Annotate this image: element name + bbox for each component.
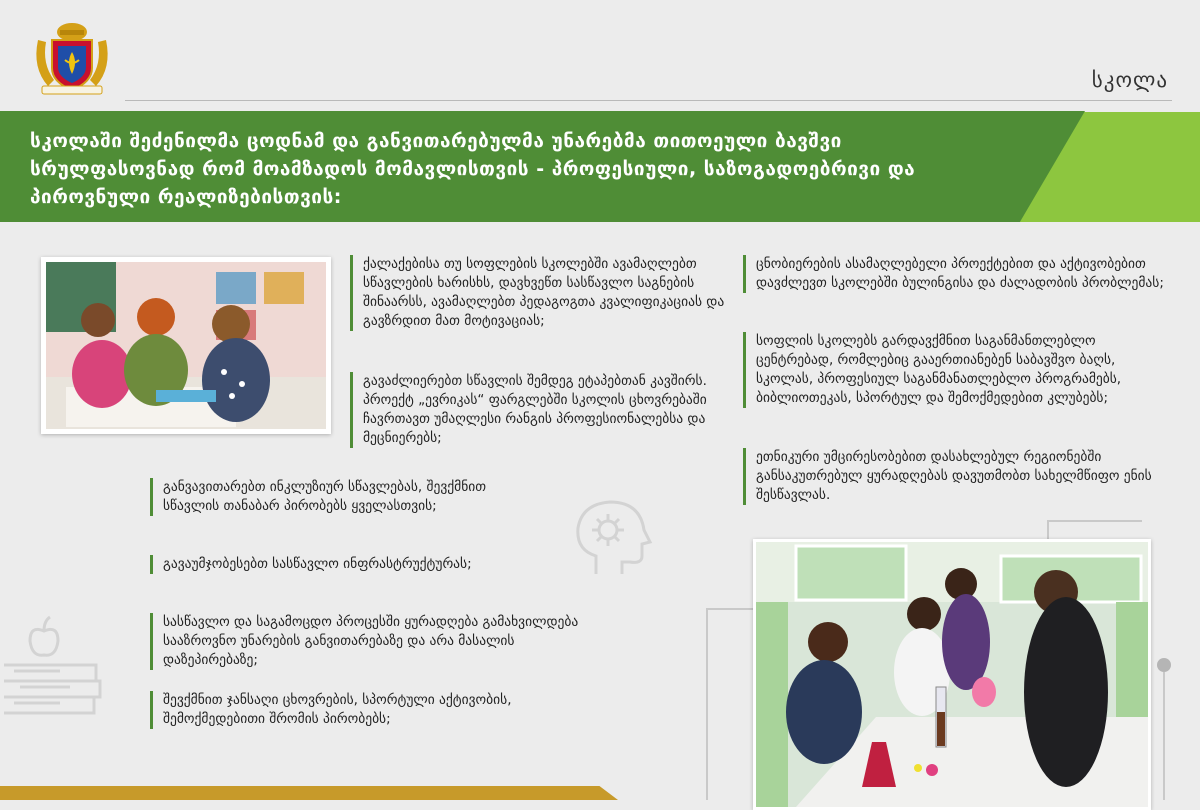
frame-line [1047, 520, 1142, 522]
laboratory-photo [753, 539, 1151, 810]
decor-dot [1157, 658, 1171, 672]
frame-line [1163, 672, 1165, 800]
books-apple-icon [0, 595, 105, 724]
header-divider [125, 100, 1172, 101]
list-item: შევქმნით ჯანსაღი ცხოვრების, სპორტული აქტივობის, შემოქმედებითი შრომის პირობებს; [150, 691, 593, 729]
bottom-accent-bar [0, 786, 618, 800]
gear-head-icon [566, 494, 656, 588]
list-item: განვავითარებთ ინკლუზიურ სწავლებას, შევქმნით სწავლის თანაბარ პირობებს ყველასთვის; [150, 478, 543, 516]
list-item: ეთნიკური უმცირესობებით დასახლებულ რეგიონებში განსაკუთრებულ ყურადღებას დავუთმობთ სახელმწიფო ენის შესწავლას. [743, 448, 1176, 505]
banner-text: სკოლაში შეძენილმა ცოდნამ და განვითარებულმა უნარებმა თითოეული ბავშვი სრულფასოვნად რომ მოამზადოს მომავლისთვის - პროფესიული, საზოგადოებრივი და პიროვნული რეალიზებისთვის: [30, 130, 916, 208]
list-item: სასწავლო და საგამოცდო პროცესში ყურადღება გამახვილდება სააზროვნო უნარების განვითარებაზე და არა მასალის დაზეპირებაზე; [150, 613, 593, 670]
coat-of-arms-icon [32, 20, 112, 98]
section-label: სკოლა [1091, 68, 1168, 92]
frame-line [706, 608, 754, 610]
list-item: გავაუმჯობესებთ სასწავლო ინფრასტრუქტურას; [150, 555, 543, 574]
frame-line [1047, 520, 1049, 540]
list-item: სოფლის სკოლებს გარდავქმნით საგანმანთლებლო ცენტრებად, რომლებიც გააერთიანებენ საბავშვო ბაღს, სკოლას, პროფესიულ საგანმანათლებლო პროგრამებს, ბიბლიოთეკას, სპორტულ და შემოქმედებით კლუბებს; [743, 332, 1176, 408]
classroom-photo [41, 257, 331, 434]
frame-line [706, 608, 708, 800]
list-item: ქალაქებისა თუ სოფლების სკოლებში ავამაღლებთ სწავლების ხარისხს, დავხვეწთ სასწავლო საგნების შინაარსს, ავამაღლებთ პედაგოგთა კვალიფიკაციას და გავზრდით მათ მოტივაციას; [350, 255, 733, 331]
list-item: გავაძლიერებთ სწავლის შემდეგ ეტაპებთან კავშირს. პროექტ „ევრიკას“ ფარგლებში სკოლის ცხოვრებაში ჩავრთავთ უმაღლესი რანგის პროფესიონალებსა და მეცნიერებს; [350, 372, 733, 448]
list-item: ცნობიერების ასამაღლებელი პროექტებით და აქტივობებით დავძლევთ სკოლებში ბულინგისა და ძალადობის პრობლემას; [743, 255, 1176, 293]
